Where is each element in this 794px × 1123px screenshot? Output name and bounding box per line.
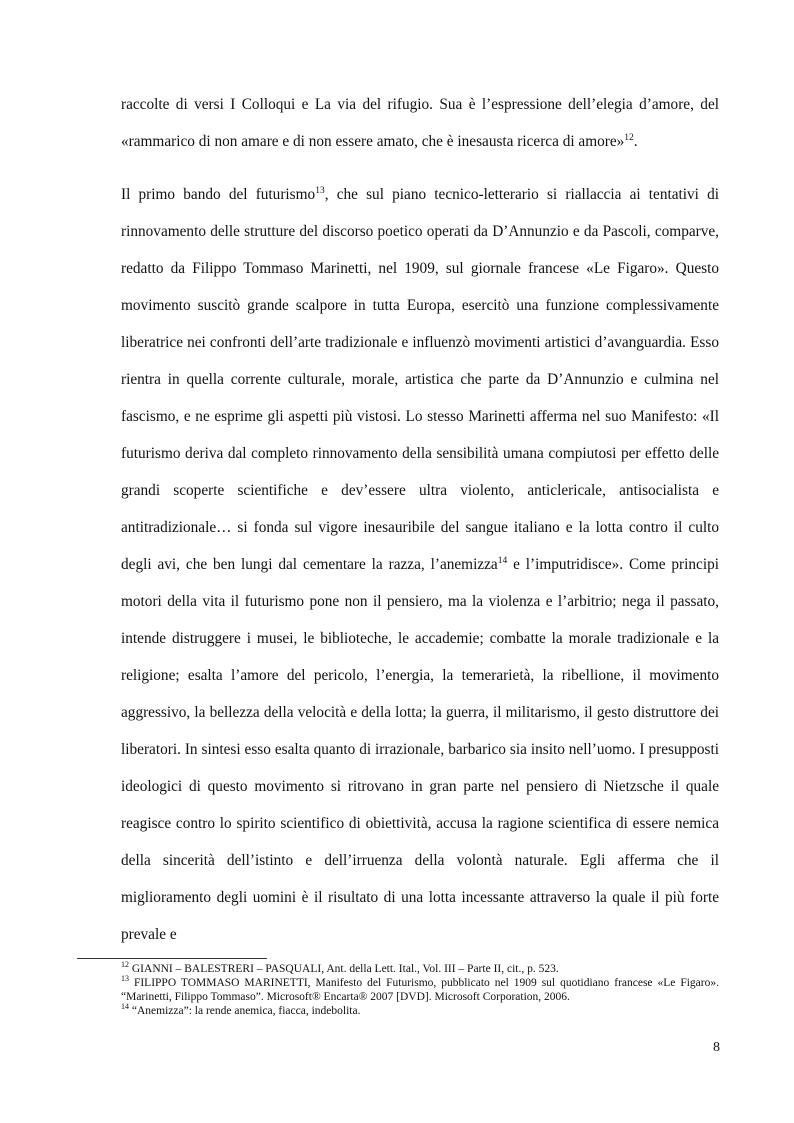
- paragraph-2: [121, 176, 719, 953]
- footnote-13: [121, 976, 719, 1004]
- footnote-text: GIANNI – BALESTRERI – PASQUALI, Ant. della Lett. Ital., Vol. III – Parte II, cit., p. 523.: [129, 963, 559, 975]
- paragraph-1: [121, 86, 719, 160]
- paragraph-2-middle: , che sul piano tecnico-letterario si riallaccia ai tentativi di rinnovamento delle strutture del discorso poetico operati da D’Annunzio e da Pascoli, comparve, redatto da Filippo Tommaso Marinetti, nel 1909, sul giornale francese «Le Figaro». Questo movimento suscitò grande scalpore in tutta Europa, esercitò una funzione complessivamente liberatrice nei confronti dell’arte tradizionale e influenzò movimenti artistici d’avanguardia. Esso rientra in quella corrente culturale, morale, artistica che parte da D’Annunzio e culmina nel fascismo, e ne esprime gli aspetti più vistosi. Lo stesso Marinetti afferma nel suo Manifesto: «Il futurismo deriva dal completo rinnovamento della sensibilità umana compiutosi per effetto delle grandi scoperte scientifiche e dev’essere ultra violento, anticlericale, antisocialista e antitradizionale… si fonda sul vigore inesauribile del sangue italiano e la lotta contro il culto degli avi, che ben lungi dal cementare la razza, l’anemizza: [121, 186, 719, 573]
- footnotes: [121, 962, 719, 1018]
- footnote-14: [121, 1004, 719, 1018]
- footnote-number: 12: [121, 960, 129, 970]
- footnote-ref-12: 12: [624, 132, 634, 143]
- paragraph-1-text: raccolte di versi I Colloqui e La via del rifugio. Sua è l’espressione dell’elegia d’amore, del «rammarico di non amare e di non essere amato, che è inesausta ricerca di amore»: [121, 96, 719, 150]
- footnote-12: [121, 962, 719, 976]
- footnote-text: FILIPPO TOMMASO MARINETTI, Manifesto del Futurismo, pubblicato nel 1909 sul quotidiano francese «Le Figaro». “Marinetti, Filippo Tommaso”. Microsoft® Encarta® 2007 [DVD]. Microsoft Corporation, 2006.: [121, 977, 719, 1003]
- footnote-number: 14: [121, 1002, 129, 1012]
- footnote-separator: [77, 958, 267, 959]
- page-number: 8: [713, 1040, 720, 1055]
- paragraph-1-end: .: [633, 133, 638, 150]
- footnote-ref-13: 13: [315, 185, 325, 196]
- footnote-text: “Anemizza”: la rende anemica, fiacca, indebolita.: [129, 1005, 361, 1017]
- footnote-number: 13: [121, 974, 129, 984]
- paragraph-2-start: Il primo bando del futurismo: [121, 186, 316, 203]
- paragraph-2-end: e l’imputridisce». Come principi motori della vita il futurismo pone non il pensiero, ma la violenza e l’arbitrio; nega il passato, intende distruggere i musei, le biblioteche, le accademie; combatte la morale tradizionale e la religione; esalta l’amore del pericolo, l’energia, la temerarietà, la ribellione, il movimento aggressivo, la bellezza della velocità e della lotta; la guerra, il militarismo, il gesto distruttore dei liberatori. In sintesi esso esalta quanto di irrazionale, barbarico sia insito nell’uomo. I presupposti ideologici di questo movimento si ritrovano in gran parte nel pensiero di Nietzsche il quale reagisce contro lo spirito scientifico di obiettività, accusa la ragione scientifica di essere nemica della sincerità dell’istinto e dell’irruenza della volontà naturale. Egli afferma che il miglioramento degli uomini è il risultato di una lotta incessante attraverso la quale il più forte prevale e: [121, 556, 719, 943]
- footnote-ref-14: 14: [497, 555, 508, 566]
